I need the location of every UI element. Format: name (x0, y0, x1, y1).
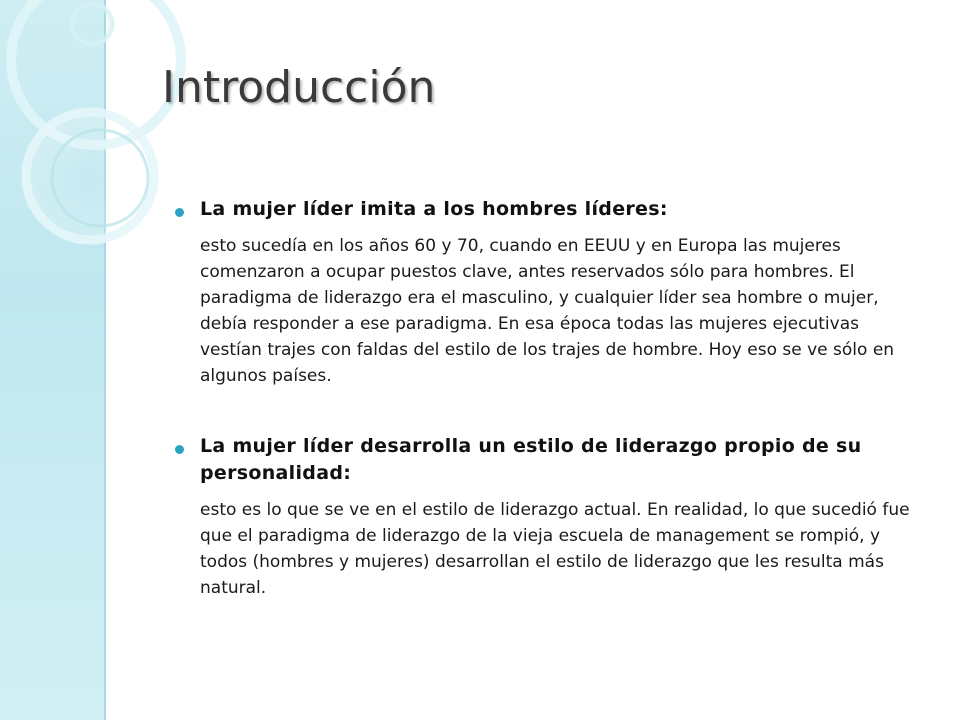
bullet-body: esto es lo que se ve en el estilo de liderazgo actual. En realidad, lo que sucedió fue que el paradigma de liderazgo de la vieja escuela de management se rompió, y todos (hombres y mujeres) desarrollan el estilo de liderazgo que les resulta más natural. (200, 500, 910, 598)
bullet-item (172, 433, 922, 601)
bullet-item (172, 196, 922, 389)
bullet-dot-icon (175, 445, 184, 454)
bullet-list (172, 196, 922, 601)
bullet-heading: La mujer líder desarrolla un estilo de liderazgo propio de su personalidad: (200, 435, 862, 484)
ring-top-small (72, 4, 112, 44)
bullet-dot-icon (175, 208, 184, 217)
bullet-heading: La mujer líder imita a los hombres líderes: (200, 198, 668, 220)
bullet-body: esto sucedía en los años 60 y 70, cuando en EEUU y en Europa las mujeres comenzaron a ocupar puestos clave, antes reservados sólo para hombres. El paradigma de liderazgo era el masculino, y cualquier líder sea hombre o mujer, debía responder a ese paradigma. En esa época todas las mujeres ejecutivas vestían trajes con faldas del estilo de los trajes de hombre. Hoy eso se ve sólo en algunos países. (200, 236, 895, 386)
slide-title: Introducción (162, 62, 436, 113)
